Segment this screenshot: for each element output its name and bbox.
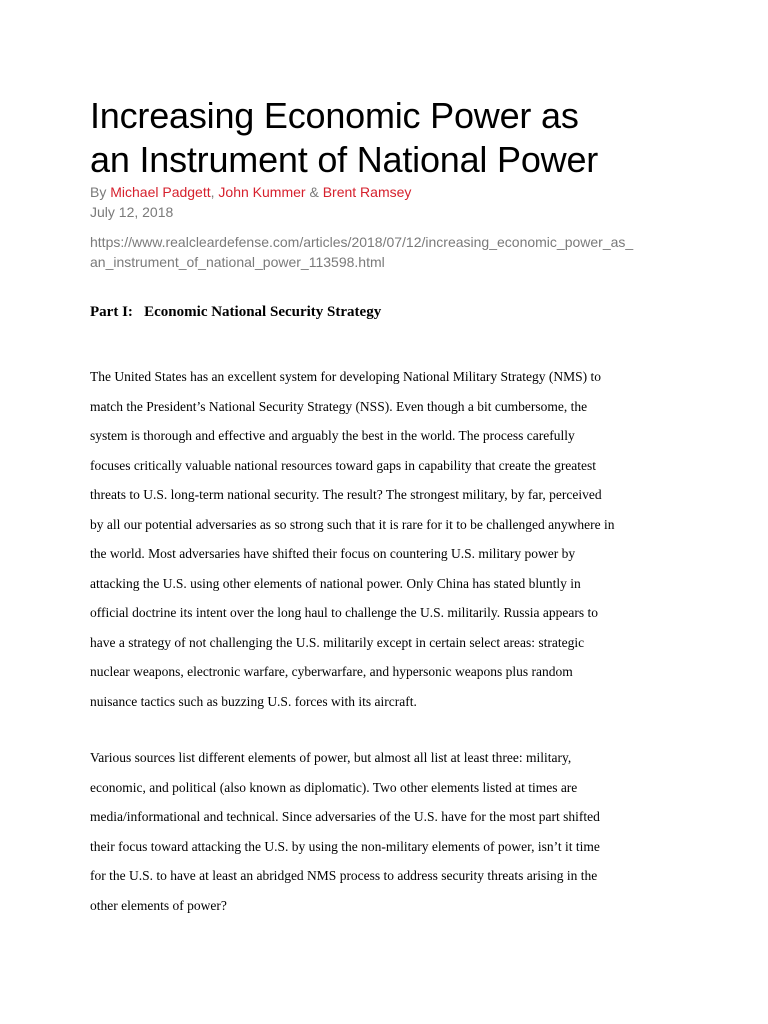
- paragraph-line: by all our potential adversaries as so strong such that it is rare for it to be challenged anywhere in: [90, 516, 615, 532]
- author-separator: &: [305, 184, 323, 200]
- paragraph-line: system is thorough and effective and arguably the best in the world. The process carefully: [90, 428, 575, 443]
- paragraph-line: match the President’s National Security Strategy (NSS). Even though a bit cumbersome, the: [90, 398, 588, 414]
- paragraph-line: the world. Most adversaries have shifted their focus on countering U.S. military power by: [90, 546, 576, 561]
- article-title-line: an Instrument of National Power: [90, 139, 599, 180]
- paragraph-line: The United States has an excellent system for developing National Military Strategy (NMS) to: [90, 369, 602, 384]
- paragraph-line: nuclear weapons, electronic warfare, cyberwarfare, and hypersonic weapons plus random: [90, 664, 573, 679]
- byline: [90, 182, 690, 202]
- section-heading: Part I: Economic National Security Strategy: [90, 304, 382, 320]
- paragraph-line: have a strategy of not challenging the U.S. militarily except in certain select areas: strategic: [90, 634, 585, 650]
- paragraph-line: attacking the U.S. using other elements of national power. Only China has stated bluntly in: [90, 575, 581, 591]
- paragraph-line: their focus toward attacking the U.S. by using the non-military elements of power, isn’t it time: [90, 838, 600, 854]
- paragraph-line: official doctrine its intent over the long haul to challenge the U.S. militarily. Russia appears to: [90, 605, 599, 620]
- source-url: [90, 232, 690, 272]
- article-page: [90, 94, 690, 920]
- author-separator: ,: [210, 184, 219, 200]
- body-paragraph: [90, 362, 690, 716]
- article-title: [90, 94, 690, 182]
- author-link-brent-ramsey[interactable]: Brent Ramsey: [322, 184, 412, 200]
- paragraph-line: Various sources list different elements of power, but almost all list at least three: military,: [90, 750, 572, 765]
- paragraph-line: nuisance tactics such as buzzing U.S. forces with its aircraft.: [90, 693, 417, 709]
- body-paragraph: [90, 743, 690, 920]
- source-url-line: https://www.realcleardefense.com/articles/2018/07/12/increasing_economic_power_as_: [90, 234, 634, 250]
- author-link-john-kummer[interactable]: John Kummer: [218, 184, 306, 200]
- paragraph-line: focuses critically valuable national resources toward gaps in capability that create the greatest: [90, 457, 597, 473]
- source-url-line: an_instrument_of_national_power_113598.html: [90, 254, 385, 270]
- paragraph-line: for the U.S. to have at least an abridged NMS process to address security threats arising in the: [90, 868, 598, 883]
- paragraph-line: other elements of power?: [90, 897, 227, 913]
- byline-prefix: By: [90, 184, 111, 200]
- paragraph-line: economic, and political (also known as diplomatic). Two other elements listed at times are: [90, 779, 578, 795]
- paragraph-line: threats to U.S. long-term national security. The result? The strongest military, by far, perceived: [90, 487, 602, 502]
- publish-date: July 12, 2018: [90, 204, 174, 220]
- article-title-line: Increasing Economic Power as: [90, 95, 579, 136]
- author-link-michael-padgett[interactable]: Michael Padgett: [110, 184, 211, 200]
- paragraph-line: media/informational and technical. Since adversaries of the U.S. have for the most part shifted: [90, 809, 600, 824]
